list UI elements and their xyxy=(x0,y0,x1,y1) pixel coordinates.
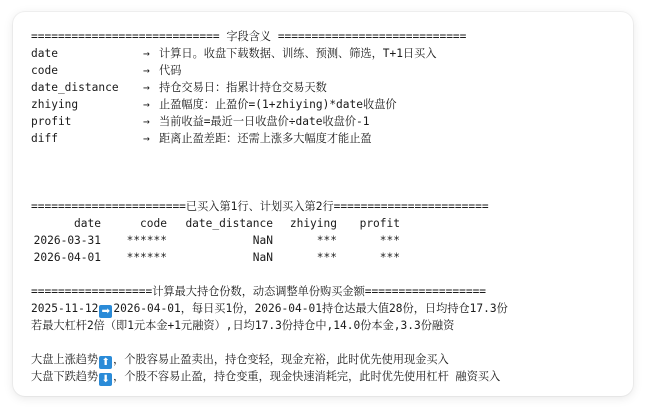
table-cell: *** xyxy=(379,251,400,264)
field-row xyxy=(31,96,397,113)
up-arrow-icon: ⬆ xyxy=(99,356,112,369)
field-description: 止盈幅度：止盈价=(1+zhiying)*date收盘价 xyxy=(159,98,397,111)
field-description: 计算日。收盘下载数据、训练、预测、筛选，T+1日买入 xyxy=(159,47,437,60)
right-arrow-icon: → xyxy=(143,98,150,111)
table-row xyxy=(31,232,451,249)
column-header: profit xyxy=(359,217,400,230)
right-arrow-icon: → xyxy=(143,64,150,77)
table-cell: *** xyxy=(379,234,400,247)
field-name: profit xyxy=(31,115,72,128)
uptrend-line xyxy=(31,351,449,368)
table-cell: 2026-04-01 xyxy=(33,251,101,264)
field-row xyxy=(31,130,372,147)
field-row xyxy=(31,113,370,130)
column-header: date xyxy=(74,217,101,230)
field-meaning-header: ============================ 字段含义 ============================ xyxy=(31,30,467,43)
field-row xyxy=(31,79,327,96)
uptrend-text: ，个股容易止盈卖出，持仓变轻，现金充裕，此时优先使用现金买入 xyxy=(113,353,449,366)
down-arrow-icon: ⬇ xyxy=(99,373,112,386)
leverage-line: 若最大杠杆2倍（即1元本金+1元融资）,日均17.3份持仓中,14.0份本金,3.3份融资 xyxy=(31,319,455,332)
table-cell: *** xyxy=(316,251,337,264)
output-card xyxy=(13,12,633,396)
field-name: code xyxy=(31,64,58,77)
table-cell: 2026-03-31 xyxy=(33,234,101,247)
table-cell: ****** xyxy=(126,234,167,247)
table-cell: NaN xyxy=(252,234,273,247)
field-description: 持仓交易日：指累计持仓交易天数 xyxy=(159,81,327,94)
right-arrow-icon: → xyxy=(143,81,150,94)
right-arrow-icon: → xyxy=(143,115,150,128)
downtrend-line xyxy=(31,368,500,385)
field-name: date xyxy=(31,47,58,60)
table-header-row xyxy=(31,215,451,232)
table-row xyxy=(31,249,451,266)
start-date: 2025-11-12 xyxy=(31,302,99,315)
right-arrow-icon: ➡ xyxy=(99,305,112,318)
field-description: 代码 xyxy=(159,64,182,77)
field-name: diff xyxy=(31,132,58,145)
table-cell: *** xyxy=(316,234,337,247)
table-section-header: =======================已买入第1行、计划买入第2行======================= xyxy=(31,200,489,213)
uptrend-label: 大盘上涨趋势 xyxy=(31,353,99,366)
column-header: code xyxy=(140,217,167,230)
max-position-summary: 2026-04-01，每日买1份，2026-04-01持仓达最大值28份，日均持仓17.3份 xyxy=(113,302,508,315)
table-cell: NaN xyxy=(252,251,273,264)
table-cell: ****** xyxy=(126,251,167,264)
column-header: zhiying xyxy=(289,217,337,230)
field-name: zhiying xyxy=(31,98,79,111)
right-arrow-icon: → xyxy=(143,132,150,145)
field-description: 当前收益=最近一日收盘价÷date收盘价-1 xyxy=(159,115,370,128)
downtrend-text: ，个股不容易止盈，持仓变重，现金快速消耗完，此时优先使用杠杆 融资买入 xyxy=(113,370,501,383)
downtrend-label: 大盘下跌趋势 xyxy=(31,370,99,383)
field-description: 距离止盈差距：还需上涨多大幅度才能止盈 xyxy=(159,132,372,145)
field-row xyxy=(31,45,437,62)
field-name: date_distance xyxy=(31,81,119,94)
right-arrow-icon: → xyxy=(143,47,150,60)
max-position-line xyxy=(31,300,508,317)
max-position-header: ==================计算最大持仓份数，动态调整单份购买金额================== xyxy=(31,285,487,298)
column-header: date_distance xyxy=(185,217,273,230)
field-row xyxy=(31,62,181,79)
